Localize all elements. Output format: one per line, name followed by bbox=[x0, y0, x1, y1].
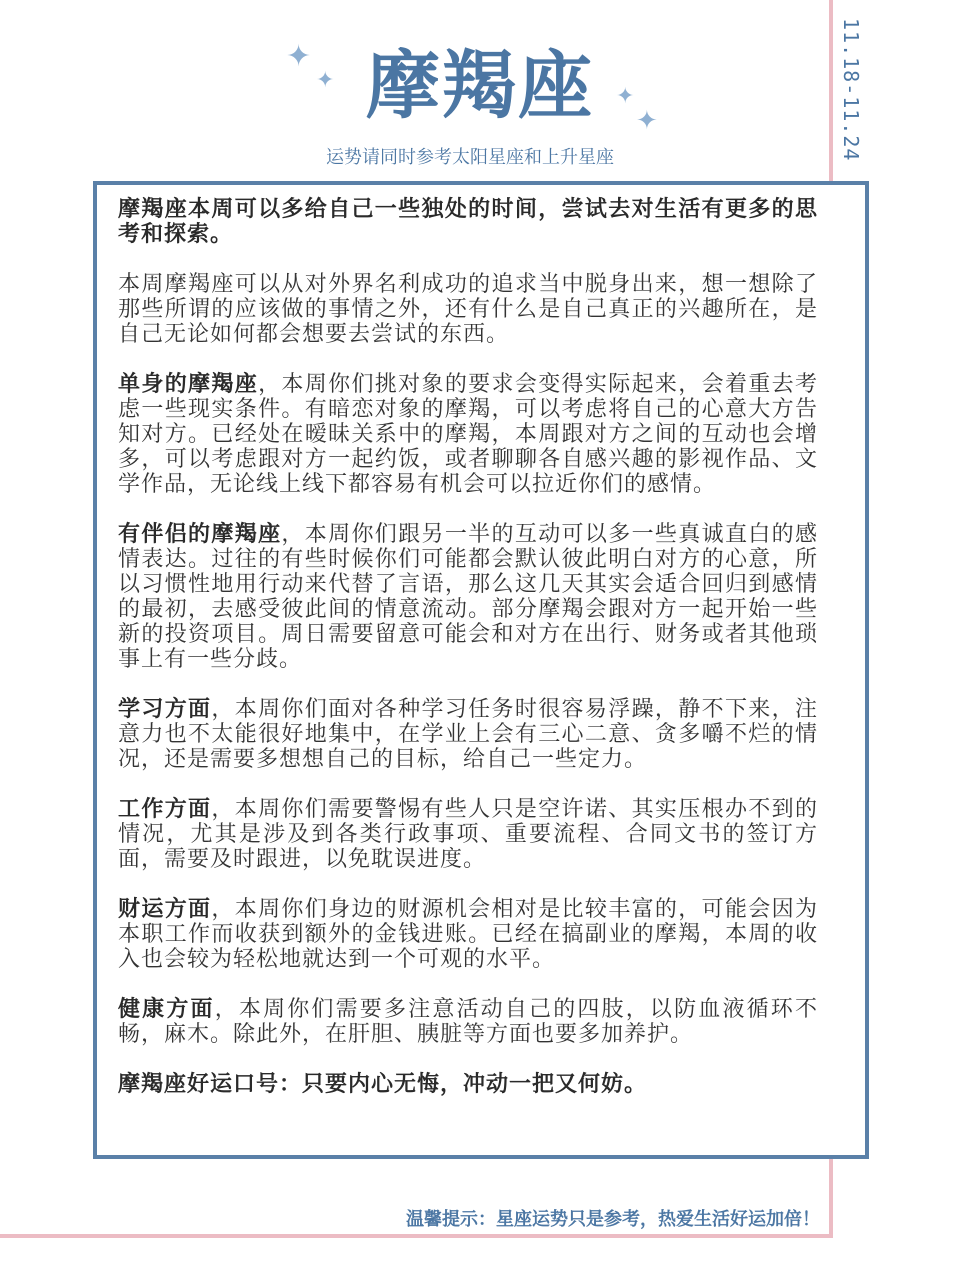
section-text: ，本周你们身边的财源机会相对是比较丰富的，可能会因为本职工作而收获到额外的金钱进账。已经在搞副业的摩羯，本周的收入也会较为轻松地就达到一个可观的水平。 bbox=[118, 897, 818, 972]
section-heading: 财运方面 bbox=[118, 897, 212, 922]
page-title: 摩羯座 bbox=[366, 43, 594, 129]
overview-paragraph: 本周摩羯座可以从对外界名利成功的追求当中脱身出来，想一想除了那些所谓的应该做的事情之外，还有什么是自己真正的兴趣所在，是自己无论如何都会想要去尝试的东西。 bbox=[118, 272, 818, 347]
horoscope-content bbox=[118, 197, 818, 1097]
subtitle: 运势请同时参考太阳星座和上升星座 bbox=[326, 147, 614, 168]
section-partner bbox=[118, 522, 818, 672]
section-text: ，本周你们需要多注意活动自己的四肢，以防血液循环不畅，麻木。除此外，在肝胆、胰脏等方面也要多加养护。 bbox=[118, 997, 818, 1047]
decorative-pink-horizontal-line bbox=[0, 1234, 833, 1238]
section-wealth bbox=[118, 897, 818, 972]
sparkle-icon: ✦ bbox=[616, 84, 635, 109]
section-study bbox=[118, 697, 818, 772]
slogan-text: 摩羯座好运口号：只要内心无悔，冲动一把又何妨。 bbox=[118, 1072, 648, 1097]
section-text: ，本周你们需要警惕有些人只是空许诺、其实压根办不到的情况，尤其是涉及到各类行政事项、重要流程、合同文书的签订方面，需要及时跟进，以免耽误进度。 bbox=[118, 797, 818, 872]
section-heading: 工作方面 bbox=[118, 797, 212, 822]
section-heading: 有伴侣的摩羯座 bbox=[118, 522, 282, 547]
section-text: ，本周你们跟另一半的互动可以多一些真诚直白的感情表达。过往的有些时候你们可能都会默认彼此明白对方的心意，所以习惯性地用行动来代替了言语，那么这几天其实会适合回归到感情的最初，去感受彼此间的情意流动。部分摩羯会跟对方一起开始一些新的投资项目。周日需要留意可能会和对方在出行、财务或者其他琐事上有一些分歧。 bbox=[118, 522, 818, 672]
date-range-label: 11.18-11.24 bbox=[839, 18, 863, 162]
footer-tip: 温馨提示：星座运势只是参考，热爱生活好运加倍！ bbox=[406, 1209, 820, 1230]
section-single bbox=[118, 372, 818, 497]
sparkle-icon: ✦ bbox=[286, 39, 312, 74]
section-text: ，本周你们面对各种学习任务时很容易浮躁，静不下来，注意力也不太能很好地集中，在学业上会有三心二意、贪多嚼不烂的情况，还是需要多想想自己的目标，给自己一些定力。 bbox=[118, 697, 818, 772]
intro-text: 摩羯座本周可以多给自己一些独处的时间，尝试去对生活有更多的思考和探索。 bbox=[118, 197, 818, 247]
section-heading: 健康方面 bbox=[118, 997, 215, 1022]
sparkle-icon: ✦ bbox=[316, 68, 335, 93]
section-heading: 学习方面 bbox=[118, 697, 212, 722]
sparkle-icon: ✦ bbox=[636, 106, 658, 136]
section-text: ，本周你们挑对象的要求会变得实际起来，会着重去考虑一些现实条件。有暗恋对象的摩羯，可以考虑将自己的心意大方告知对方。已经处在暧昧关系中的摩羯，本周跟对方之间的互动也会增多，可以考虑跟对方一起约饭，或者聊聊各自感兴趣的影视作品、文学作品，无论线上线下都容易有机会可以拉近你们的感情。 bbox=[118, 372, 818, 497]
slogan-paragraph bbox=[118, 1072, 818, 1097]
section-work bbox=[118, 797, 818, 872]
intro-paragraph bbox=[118, 197, 818, 247]
section-heading: 单身的摩羯座 bbox=[118, 372, 259, 397]
section-health bbox=[118, 997, 818, 1047]
